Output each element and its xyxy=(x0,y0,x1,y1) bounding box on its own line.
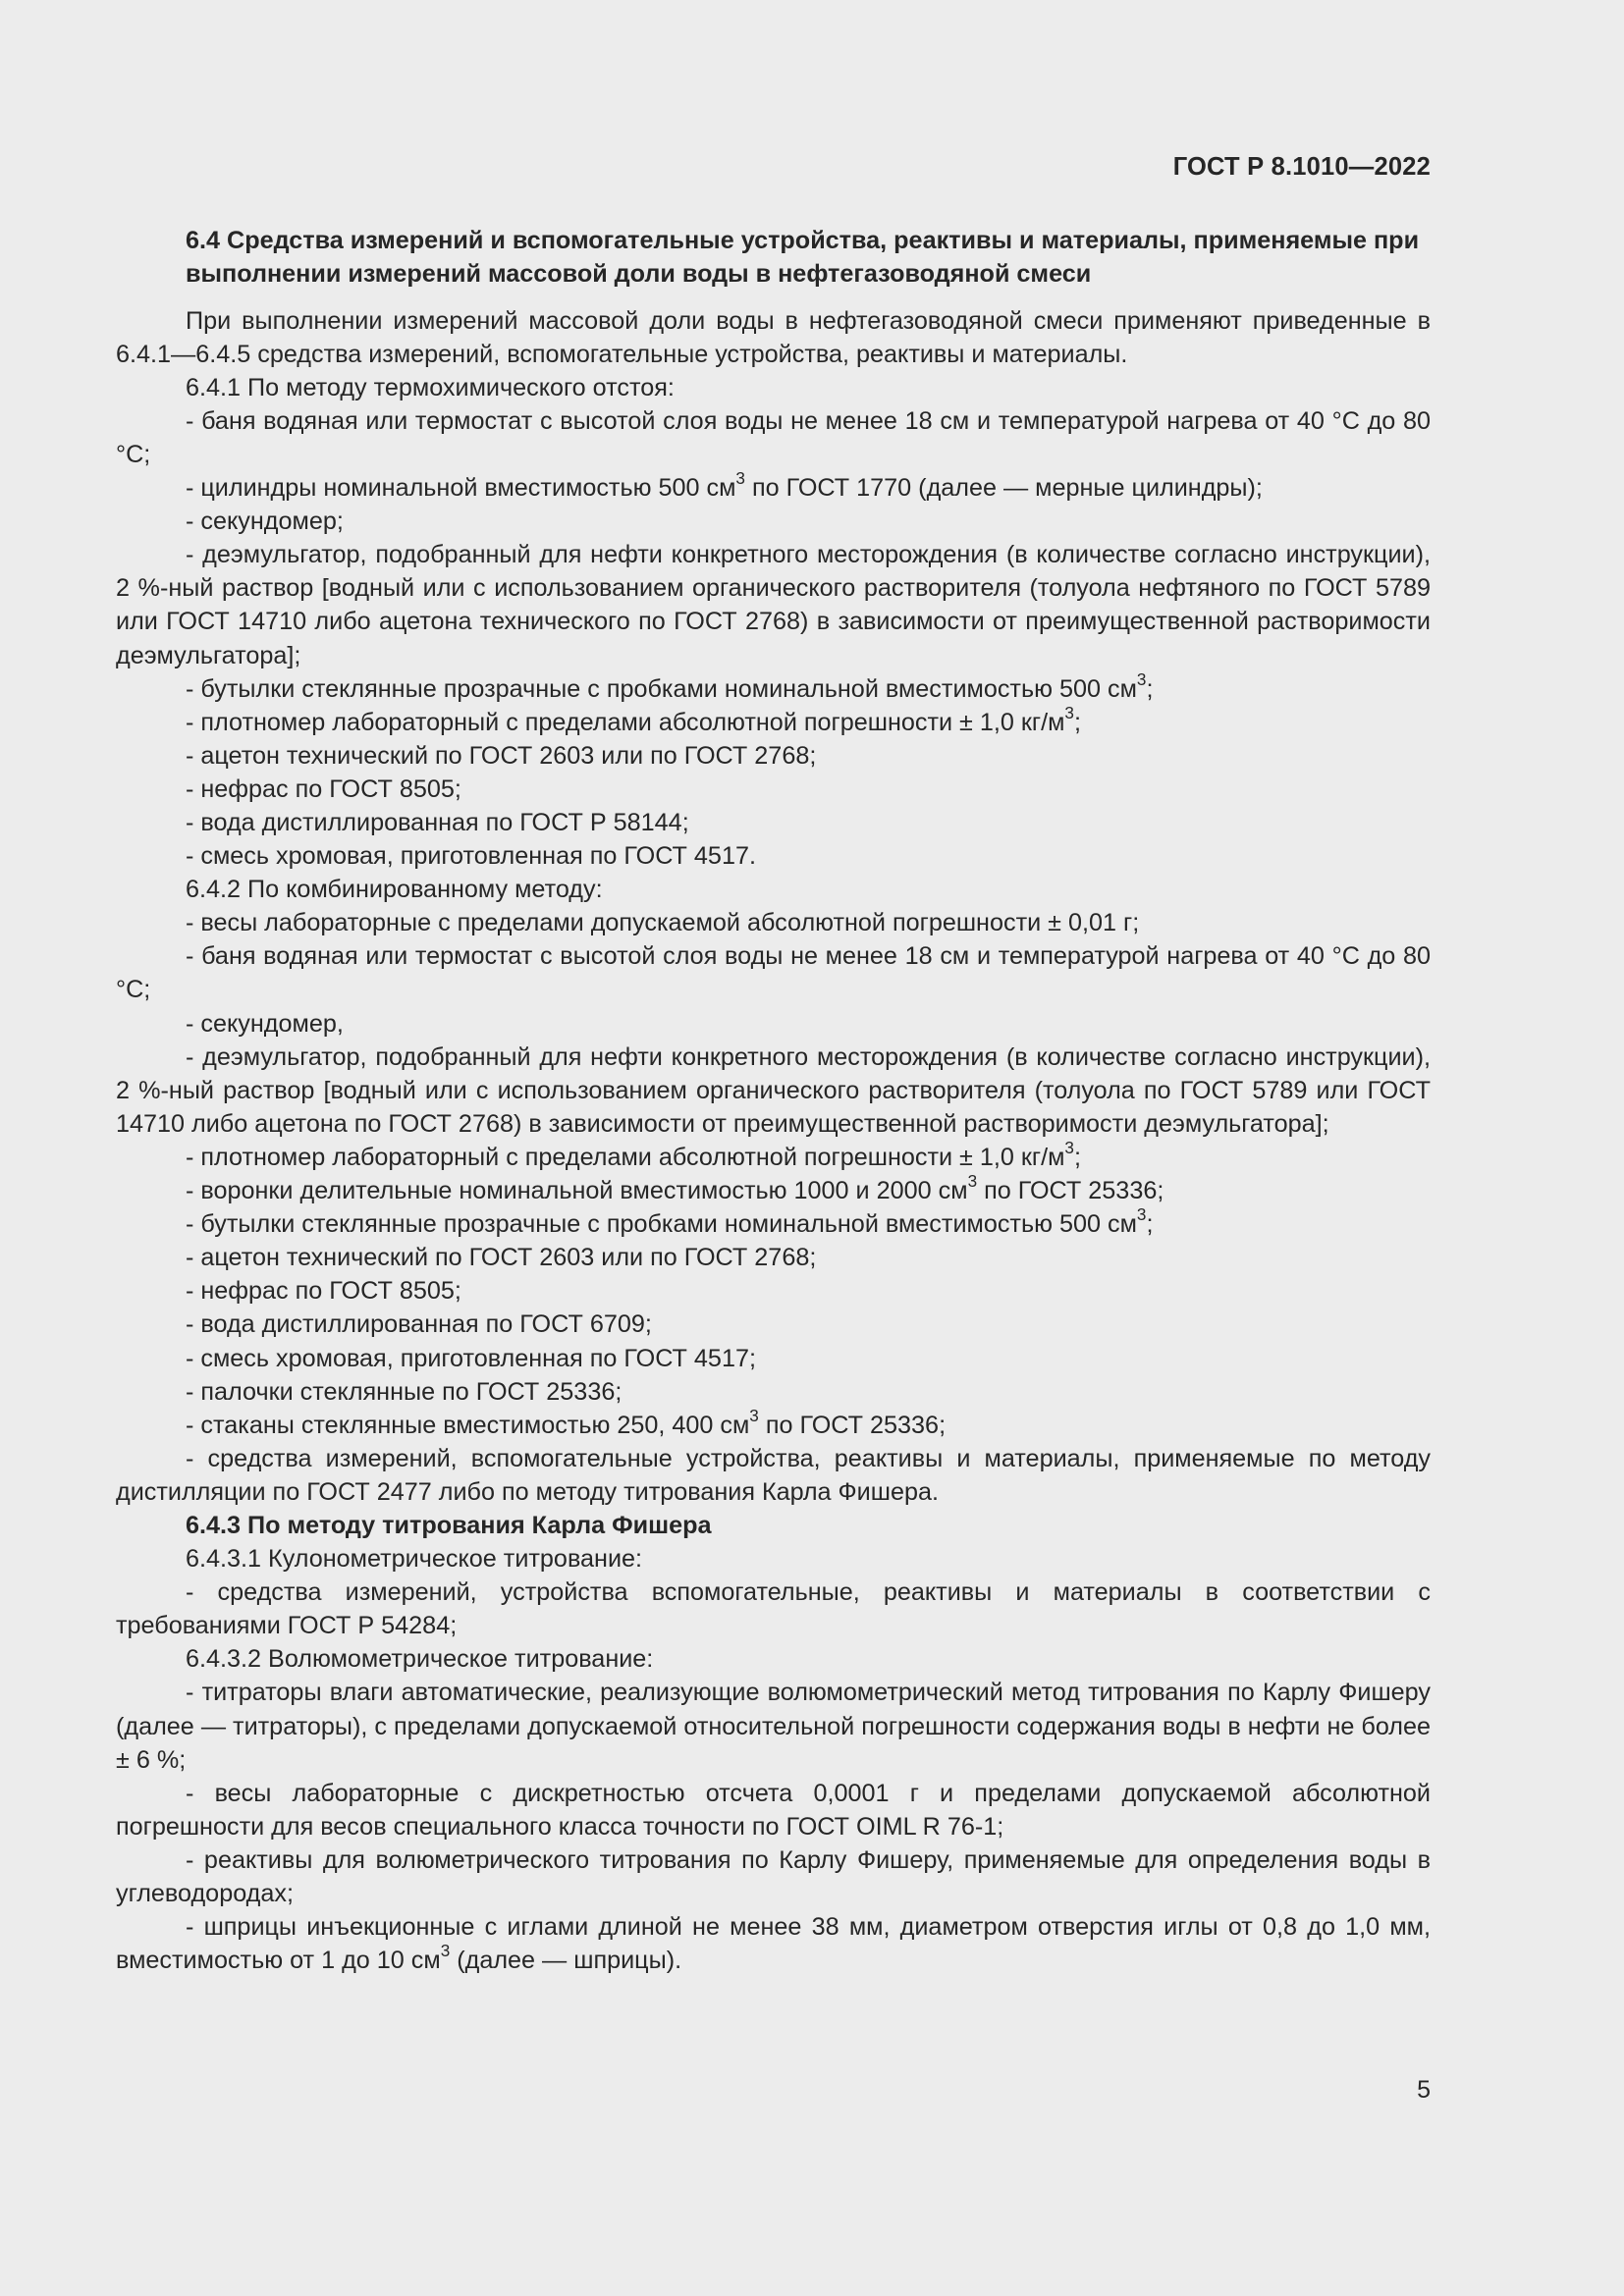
paragraph-text-tail: (далее — шприцы). xyxy=(450,1947,682,1975)
paragraph-text: - вода дистиллированная по ГОСТ 6709; xyxy=(186,1310,652,1339)
paragraph-text: - цилиндры номинальной вместимостью 500 см xyxy=(186,474,736,503)
paragraph-text: - баня водяная или термостат с высотой слоя воды не менее 18 см и температурой нагрева от 40 °С до 80 °С; xyxy=(116,942,1431,1004)
paragraph xyxy=(116,773,1431,806)
paragraph-text: - ацетон технический по ГОСТ 2603 или по ГОСТ 2768; xyxy=(186,1244,817,1272)
paragraph-text: - плотномер лабораторный с пределами абсолютной погрешности ± 1,0 кг/м xyxy=(186,1143,1065,1171)
paragraph-text: - средства измерений, вспомогательные устройства, реактивы и материалы, применяемые по методу дистилляции по ГОСТ 2477 либо по методу титрования Карла Фишера. xyxy=(116,1444,1431,1506)
paragraph-text: 6.4.3.2 Волюмометрическое титрование: xyxy=(186,1645,654,1674)
paragraph-text: - весы лабораторные с дискретностью отсчета 0,0001 г и пределами допускаемой абсолютной погрешности для весов специального класса точности по ГОСТ OIML R 76-1; xyxy=(116,1779,1431,1841)
paragraph xyxy=(116,702,1431,739)
paragraph xyxy=(116,839,1431,873)
paragraph-text: - баня водяная или термостат с высотой слоя воды не менее 18 см и температурой нагрева от 40 °С до 80 °С; xyxy=(116,406,1431,468)
superscript: 3 xyxy=(1064,1137,1074,1157)
paragraph xyxy=(116,1241,1431,1274)
paragraph xyxy=(116,371,1431,404)
paragraph xyxy=(116,1575,1431,1642)
paragraph xyxy=(116,1274,1431,1308)
superscript: 3 xyxy=(1136,1204,1147,1225)
paragraph-list xyxy=(116,304,1431,1978)
paragraph-text: - ацетон технический по ГОСТ 2603 или по ГОСТ 2768; xyxy=(186,741,817,770)
paragraph-text: - смесь хромовая, приготовленная по ГОСТ 4517. xyxy=(186,842,756,871)
paragraph-text-tail: по ГОСТ 1770 (далее — мерные цилиндры); xyxy=(744,474,1263,503)
document-body xyxy=(116,224,1431,1977)
paragraph xyxy=(116,1442,1431,1509)
paragraph-text-tail: ; xyxy=(1073,1143,1081,1171)
paragraph-text-tail: по ГОСТ 25336; xyxy=(758,1411,947,1439)
paragraph xyxy=(116,1007,1431,1041)
paragraph xyxy=(116,1375,1431,1409)
superscript: 3 xyxy=(1136,668,1147,689)
paragraph-text: - титраторы влаги автоматические, реализующие волюмометрический метод титрования по Карлу Фишеру (далее — титраторы), с пределами допускаемой относительной погрешности содержания воды в нефти не более ± 6 %; xyxy=(116,1679,1431,1774)
paragraph-text: 6.4.3.1 Кулонометрическое титрование: xyxy=(186,1545,643,1574)
paragraph-text: - нефрас по ГОСТ 8505; xyxy=(186,774,461,803)
paragraph xyxy=(116,873,1431,906)
paragraph-text: - нефрас по ГОСТ 8505; xyxy=(186,1277,461,1306)
paragraph-text: 6.4.3 По методу титрования Карла Фишера xyxy=(186,1511,712,1539)
superscript: 3 xyxy=(749,1405,759,1425)
superscript: 3 xyxy=(1064,702,1074,722)
paragraph xyxy=(116,806,1431,839)
paragraph xyxy=(116,1642,1431,1676)
paragraph-text: - палочки стеклянные по ГОСТ 25336; xyxy=(186,1377,623,1406)
paragraph xyxy=(116,505,1431,538)
paragraph xyxy=(116,668,1431,706)
paragraph xyxy=(116,1342,1431,1375)
paragraph-text: - средства измерений, устройства вспомогательные, реактивы и материалы в соответствии с требованиями ГОСТ Р 54284; xyxy=(116,1578,1431,1640)
superscript: 3 xyxy=(967,1171,978,1192)
paragraph-text: - шприцы инъекционные с иглами длиной не менее 38 мм, диаметром отверстия иглы от 0,8 до 1,0 мм, вместимостью от 1 до 10 см xyxy=(116,1913,1431,1975)
paragraph-text: - весы лабораторные с пределами допускаемой абсолютной погрешности ± 0,01 г; xyxy=(186,909,1140,937)
paragraph-text-tail: ; xyxy=(1073,708,1081,736)
paragraph xyxy=(116,404,1431,471)
paragraph-text: - воронки делительные номинальной вместимостью 1000 и 2000 см xyxy=(186,1177,968,1205)
paragraph-text: - секундомер, xyxy=(186,1009,344,1038)
paragraph xyxy=(116,538,1431,671)
superscript: 3 xyxy=(735,468,745,489)
paragraph xyxy=(116,1204,1431,1241)
paragraph-text: - вода дистиллированная по ГОСТ Р 58144; xyxy=(186,809,689,836)
paragraph-text: При выполнении измерений массовой доли воды в нефтегазоводяной смеси применяют приведенные в 6.4.1—6.4.5 средства измерений, вспомогательные устройства, реактивы и материалы. xyxy=(116,306,1431,368)
paragraph xyxy=(116,304,1431,371)
paragraph xyxy=(116,1509,1431,1542)
paragraph-text: - стаканы стеклянные вместимостью 250, 400 см xyxy=(186,1411,750,1439)
paragraph-text-tail: ; xyxy=(1146,674,1154,703)
paragraph xyxy=(116,1308,1431,1341)
paragraph-text: - деэмульгатор, подобранный для нефти конкретного месторождения (в количестве согласно инструкции), 2 %-ный раствор [водный или с использованием органического растворителя (толуола нефтяного по ГОСТ 5789 или ГОСТ 14710 либо ацетона технического по ГОСТ 2768) в зависимости от преимущественной растворимости деэмульгатора]; xyxy=(116,541,1431,669)
section-heading: 6.4 Средства измерений и вспомогательные устройства, реактивы и материалы, применяемые при выполнении измерений массовой доли воды в нефтегазоводяной смеси xyxy=(186,227,1420,289)
paragraph-text: - секундомер; xyxy=(186,507,344,536)
paragraph xyxy=(116,1041,1431,1141)
paragraph xyxy=(116,906,1431,939)
paragraph xyxy=(116,939,1431,1006)
document-code-header: ГОСТ Р 8.1010—2022 xyxy=(1172,153,1431,181)
paragraph-text-tail: по ГОСТ 25336; xyxy=(977,1177,1164,1205)
paragraph-text: - плотномер лабораторный с пределами абсолютной погрешности ± 1,0 кг/м xyxy=(186,708,1065,736)
paragraph xyxy=(116,1405,1431,1442)
paragraph xyxy=(116,1137,1431,1174)
paragraph-text: 6.4.1 По методу термохимического отстоя: xyxy=(186,373,675,401)
paragraph-text: - бутылки стеклянные прозрачные с пробками номинальной вместимостью 500 см xyxy=(186,674,1137,703)
superscript: 3 xyxy=(440,1941,451,1961)
paragraph xyxy=(116,1542,1431,1575)
paragraph xyxy=(116,468,1431,505)
paragraph-text-tail: ; xyxy=(1146,1210,1154,1239)
paragraph xyxy=(116,1843,1431,1910)
paragraph xyxy=(116,1910,1431,1977)
paragraph-text: - бутылки стеклянные прозрачные с пробками номинальной вместимостью 500 см xyxy=(186,1210,1137,1239)
paragraph xyxy=(116,1171,1431,1207)
paragraph-text: - деэмульгатор, подобранный для нефти конкретного месторождения (в количестве согласно инструкции), 2 %-ный раствор [водный или с использованием органического растворителя (толуола по ГОСТ 5789 или ГОСТ 14710 либо ацетона по ГОСТ 2768) в зависимости от преимущественной растворимости деэмульгатора]; xyxy=(116,1042,1431,1138)
paragraph xyxy=(116,1676,1431,1776)
paragraph-text: - смесь хромовая, приготовленная по ГОСТ 4517; xyxy=(186,1344,756,1372)
page-number: 5 xyxy=(1417,2076,1431,2104)
paragraph-text: - реактивы для волюметрического титрования по Карлу Фишеру, применяемые для определения воды в углеводородах; xyxy=(116,1845,1431,1907)
paragraph xyxy=(116,1777,1431,1843)
paragraph xyxy=(116,739,1431,773)
paragraph-text: 6.4.2 По комбинированному методу: xyxy=(186,876,603,904)
